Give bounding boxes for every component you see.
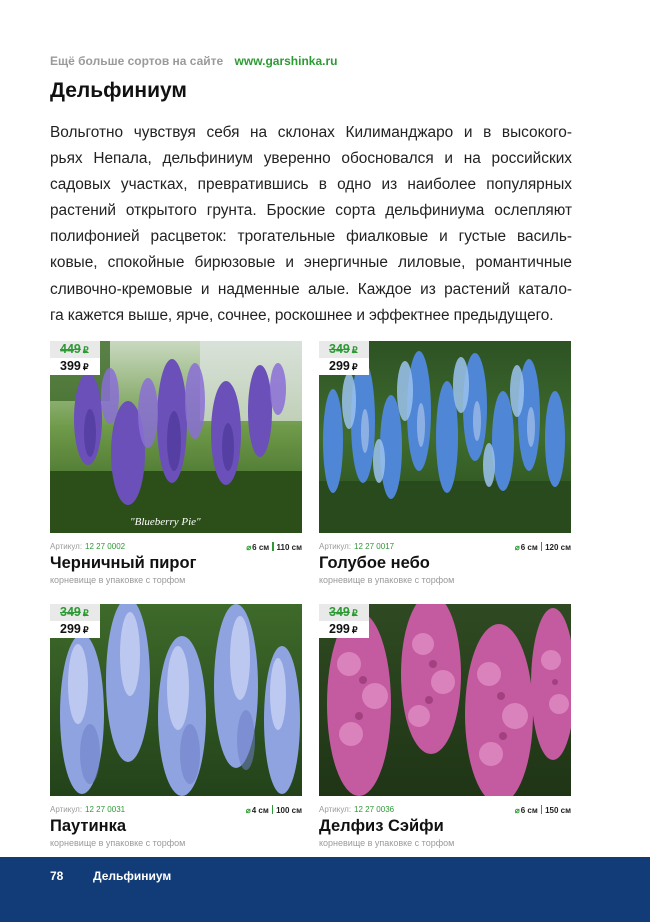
diameter-value: 4 см — [251, 806, 269, 815]
photo-caption: "Blueberry Pie" — [130, 516, 201, 528]
current-price: 299 ₽ — [329, 622, 358, 636]
diameter-icon: ⌀ — [246, 543, 252, 552]
packaging-note: корневище в упаковке с торфом — [319, 838, 455, 848]
size-info — [246, 805, 302, 815]
intro-line: садовых участках, превратившись в одно из наиболее популярных — [50, 176, 572, 194]
old-price: 349 ₽ — [50, 604, 100, 621]
current-price: 299 ₽ — [60, 622, 89, 636]
old-price: 449 ₽ — [50, 341, 100, 358]
intro-line: полифонией расцветок: трогательные фиалковые и густые василь- — [50, 228, 572, 246]
height-icon — [272, 805, 273, 814]
intro-line: сливочно-кремовые и надменные алые. Каждое из растений катало- — [50, 280, 572, 298]
price-tag — [319, 604, 369, 638]
product-meta — [50, 805, 302, 817]
article-code: 12 27 0036 — [354, 805, 395, 814]
product-meta — [319, 805, 571, 817]
product-card-blueberry-pie[interactable] — [50, 341, 302, 586]
diameter-icon: ⌀ — [514, 806, 520, 815]
packaging-note: корневище в упаковке с торфом — [50, 575, 186, 585]
site-promo-line — [50, 54, 337, 68]
blue-delphinium-photo — [319, 341, 571, 533]
current-price: 399 ₽ — [60, 359, 89, 373]
diameter-icon: ⌀ — [514, 543, 520, 552]
intro-line: рьях Непала, дельфиниум уверенно обосновался и на российских — [50, 150, 572, 168]
product-card-delfiz-safi[interactable] — [319, 604, 571, 849]
diameter-value: 6 см — [520, 543, 538, 552]
intro-line: Вольготно чувствуя себя на склонах Килиманджаро и в высокого- — [50, 124, 572, 141]
current-price: 299 ₽ — [329, 359, 358, 373]
product-card-blue-sky[interactable] — [319, 341, 571, 586]
intro-line: ковые, спокойные бирюзовые и энергичные лиловые, романтичные — [50, 254, 572, 272]
intro-paragraph — [50, 120, 572, 329]
product-name: Делфиз Сэйфи — [319, 817, 444, 835]
diameter-value: 6 см — [252, 543, 270, 552]
old-price: 349 ₽ — [319, 604, 369, 621]
price-tag — [50, 604, 100, 638]
page-title: Дельфиниум — [50, 79, 187, 102]
height-value: 120 см — [545, 543, 571, 552]
lavender-delphinium-photo — [50, 604, 302, 796]
page-footer — [0, 857, 650, 922]
intro-line: га кажется выше, ярче, сочнее, роскошнее и эффектнее предыдущего. — [50, 306, 554, 324]
price-tag — [319, 341, 369, 375]
size-info — [246, 542, 302, 552]
product-card-pautinka[interactable] — [50, 604, 302, 849]
article-label: Артикул: — [50, 805, 83, 814]
pink-delphinium-photo — [319, 604, 571, 796]
section-title: Дельфиниум — [93, 869, 172, 883]
article-code: 12 27 0031 — [85, 805, 126, 814]
height-value: 110 см — [276, 543, 302, 552]
height-icon — [541, 805, 542, 814]
size-info — [515, 542, 571, 552]
product-meta — [319, 542, 571, 554]
promo-text: Ещё больше сортов на сайте — [50, 54, 224, 68]
article-code: 12 27 0002 — [85, 542, 126, 551]
packaging-note: корневище в упаковке с торфом — [50, 838, 186, 848]
product-name: Паутинка — [50, 817, 127, 835]
old-price: 349 ₽ — [319, 341, 369, 358]
article-label: Артикул: — [319, 542, 352, 551]
product-name: Голубое небо — [319, 554, 430, 572]
height-icon — [272, 542, 273, 551]
height-value: 100 см — [276, 806, 302, 815]
height-value: 150 см — [545, 806, 571, 815]
article-label: Артикул: — [50, 542, 83, 551]
height-icon — [541, 542, 542, 551]
diameter-icon: ⌀ — [245, 806, 251, 815]
product-name: Черничный пирог — [50, 554, 197, 572]
article-code: 12 27 0017 — [354, 542, 395, 551]
packaging-note: корневище в упаковке с торфом — [319, 575, 455, 585]
size-info — [515, 805, 571, 815]
article-label: Артикул: — [319, 805, 352, 814]
intro-line: растений открытого грунта. Броские сорта дельфиниума ослепляют — [50, 202, 572, 220]
price-tag — [50, 341, 100, 375]
purple-delphinium-photo — [50, 341, 302, 533]
diameter-value: 6 см — [520, 806, 538, 815]
page-number: 78 — [50, 869, 64, 883]
product-meta — [50, 542, 302, 554]
site-link[interactable]: www.garshinka.ru — [234, 54, 338, 68]
